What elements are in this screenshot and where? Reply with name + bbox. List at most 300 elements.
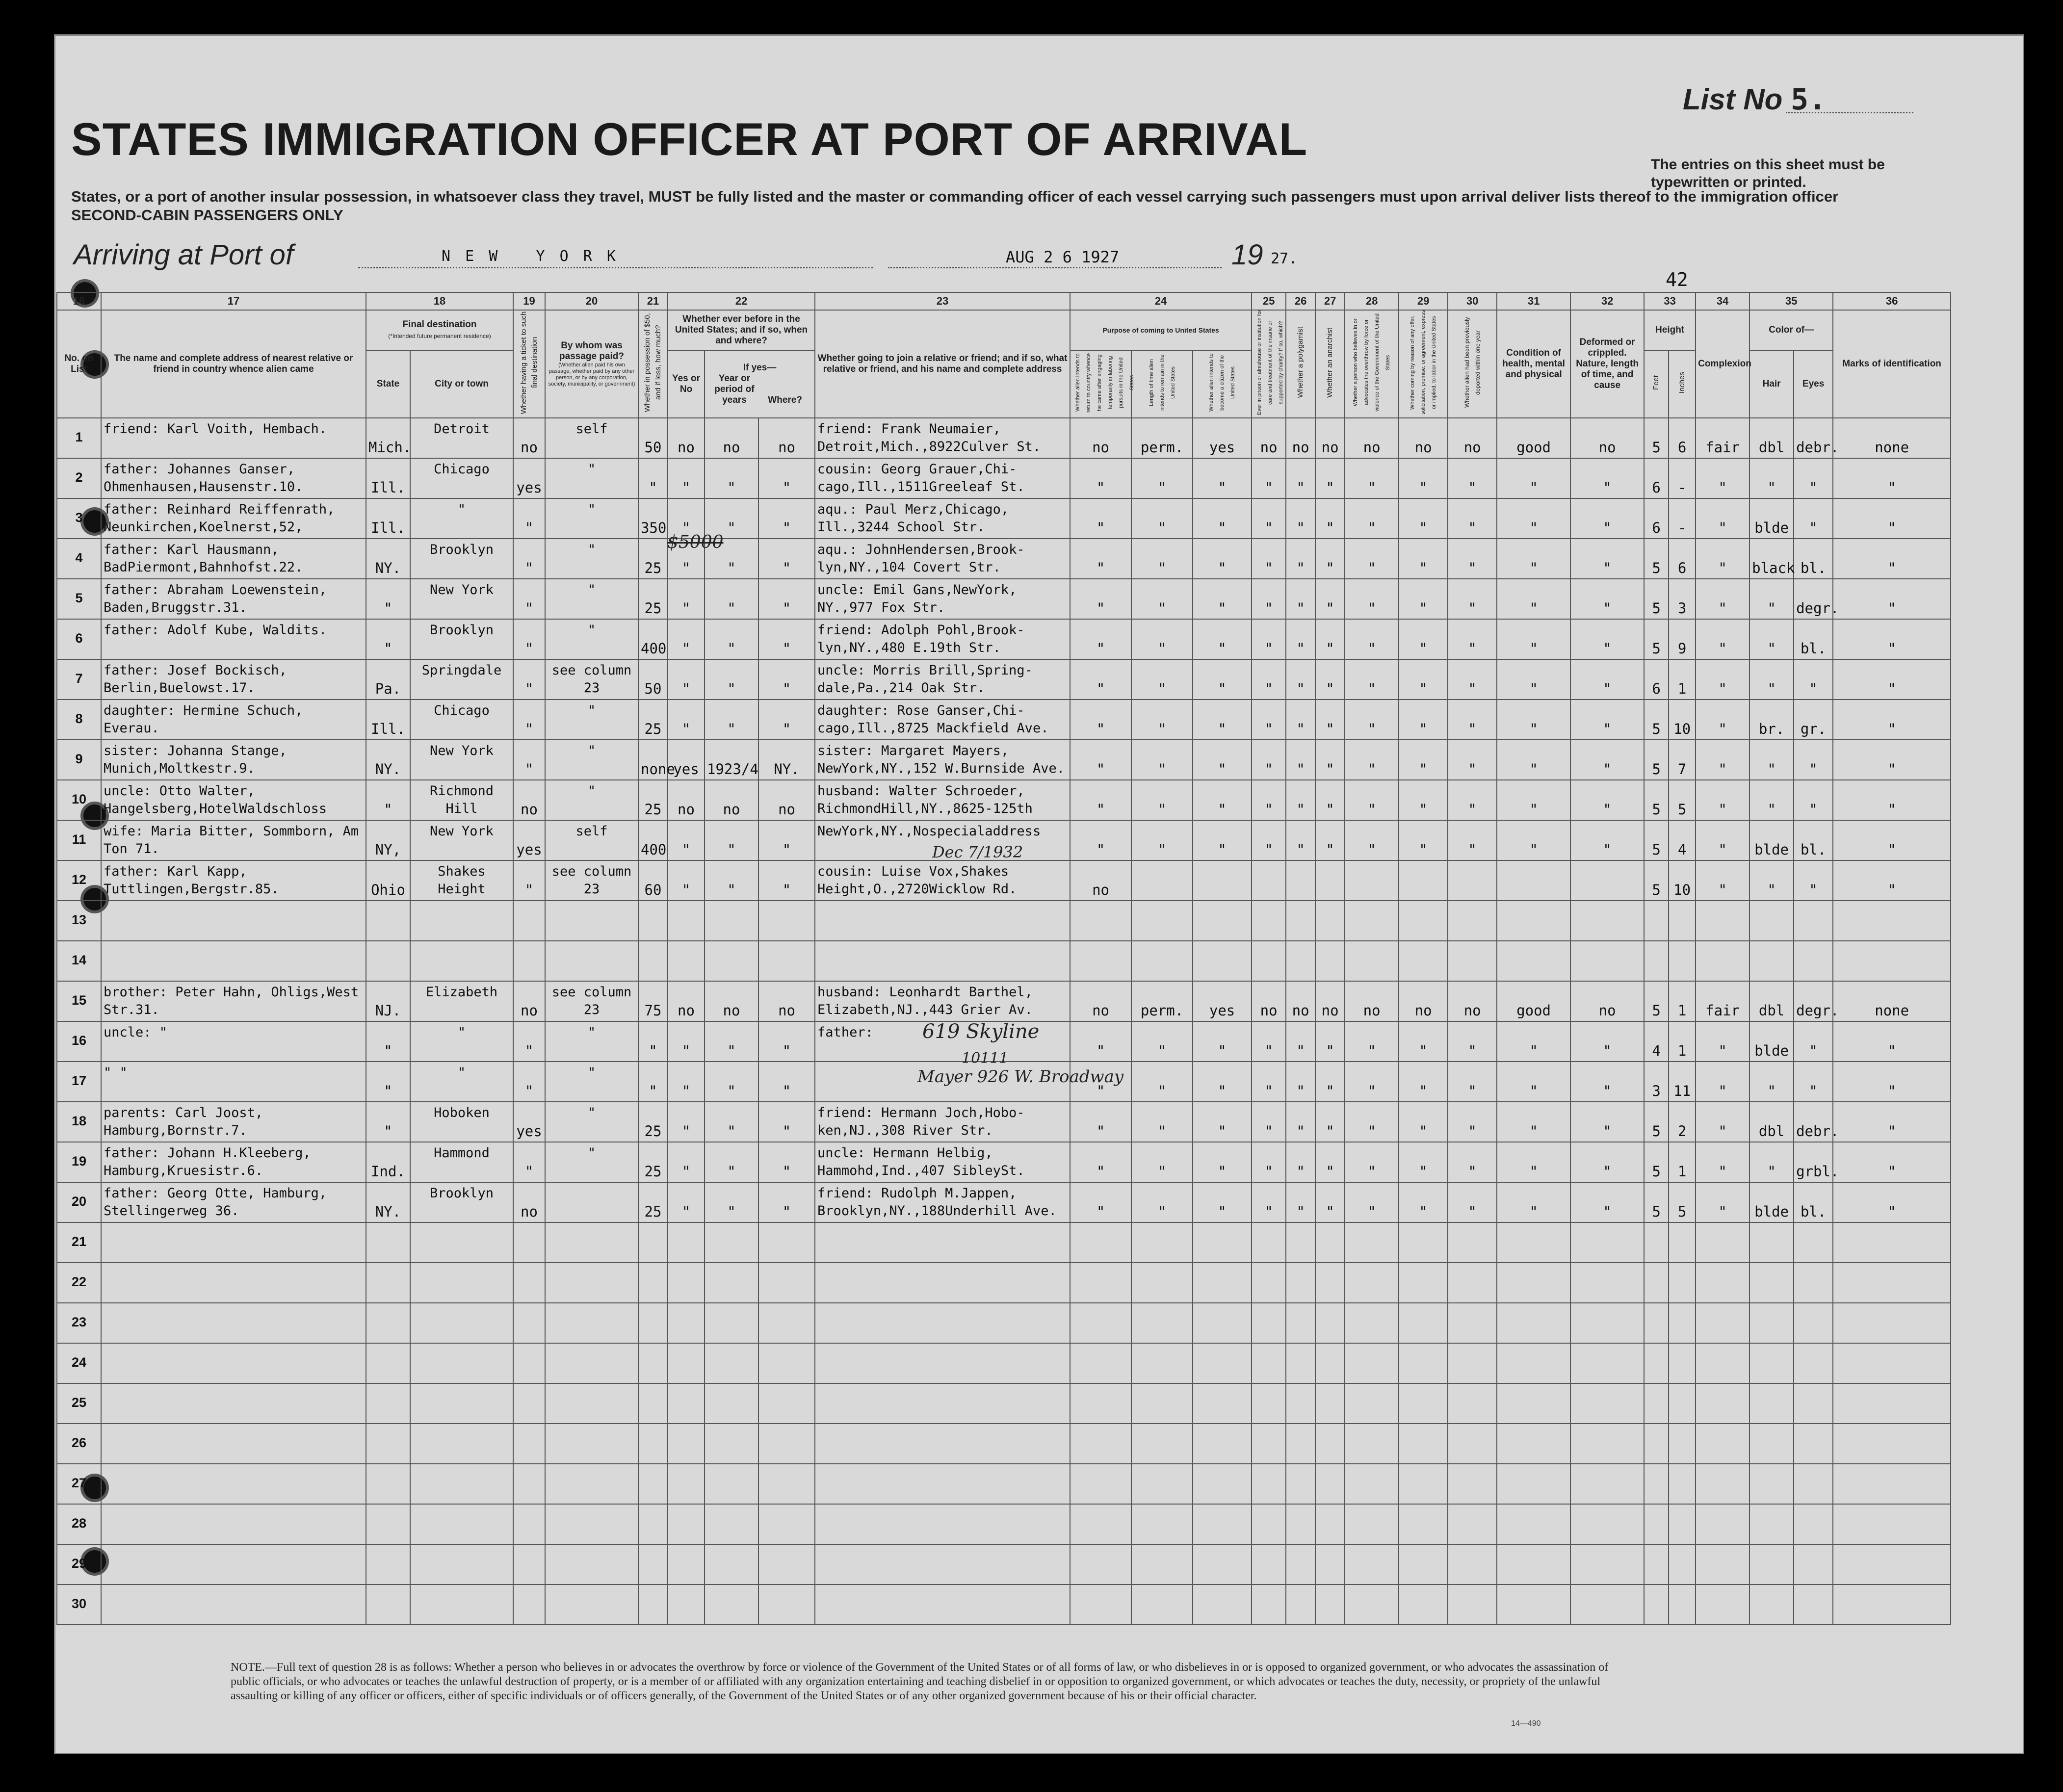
city-cell — [410, 1464, 513, 1504]
deported-cell — [1448, 860, 1497, 901]
passage-cell — [545, 1544, 638, 1584]
purpose-length-cell: " — [1131, 700, 1193, 740]
joining-cell — [815, 1263, 1070, 1303]
deformed-cell: no — [1570, 418, 1644, 458]
polygamist-cell — [1286, 901, 1315, 941]
city-cell: Chicago — [410, 458, 513, 498]
prison-cell: " — [1252, 498, 1286, 539]
money-cell: " — [638, 1021, 668, 1062]
marks-cell: " — [1833, 860, 1951, 901]
before-cell — [668, 1504, 705, 1544]
ticket-cell: " — [513, 539, 545, 579]
overthrow-cell: " — [1345, 659, 1399, 700]
health-cell — [1497, 1424, 1570, 1464]
before-cell: " — [668, 1142, 705, 1182]
deformed-cell: " — [1570, 780, 1644, 820]
state-cell — [366, 1222, 410, 1263]
where-cell — [758, 1464, 815, 1504]
list-number-value: 5. — [1791, 82, 1827, 117]
relative-cell — [101, 1383, 366, 1424]
table-row — [57, 941, 1951, 981]
money-cell: 60 — [638, 860, 668, 901]
complexion-cell — [1696, 1222, 1750, 1263]
offer-cell: " — [1399, 659, 1448, 700]
marks-cell — [1833, 1544, 1951, 1584]
health-cell: " — [1497, 619, 1570, 659]
row-number: 18 — [57, 1102, 101, 1142]
deported-label: Whether alien had been previously deported within one year — [1463, 317, 1482, 408]
feet-cell: 6 — [1644, 498, 1669, 539]
anarchist-cell: " — [1315, 539, 1345, 579]
purpose-return-cell: " — [1070, 780, 1131, 820]
relative-cell: wife: Maria Bitter, Sommborn, Am Ton 71. — [101, 820, 366, 860]
ticket-cell: " — [513, 1062, 545, 1102]
prison-cell: " — [1252, 1182, 1286, 1222]
polygamist-cell — [1286, 1263, 1315, 1303]
deformed-cell — [1570, 1584, 1644, 1625]
joining-cell: husband: Leonhardt Barthel, Elizabeth,NJ.,443 Grier Av. — [815, 981, 1070, 1021]
health-cell — [1497, 1544, 1570, 1584]
ticket-cell: " — [513, 700, 545, 740]
port-value: N E W Y O R K — [442, 248, 619, 265]
row-number: 23 — [57, 1303, 101, 1343]
header-offer — [1399, 310, 1448, 418]
health-cell: " — [1497, 740, 1570, 780]
marks-cell: " — [1833, 1102, 1951, 1142]
marks-cell: " — [1833, 820, 1951, 860]
relative-cell: friend: Karl Voith, Hembach. — [101, 418, 366, 458]
table-row — [57, 860, 1951, 901]
row-number: 22 — [57, 1263, 101, 1303]
deported-cell: " — [1448, 700, 1497, 740]
passage-cell: see column 23 — [545, 659, 638, 700]
year-suffix: 27. — [1271, 250, 1298, 267]
ticket-cell: " — [513, 1021, 545, 1062]
joining-cell: uncle: Hermann Helbig, Hammohd,Ind.,407 SibleySt. — [815, 1142, 1070, 1182]
joining-cell: daughter: Rose Ganser,Chi- cago,Ill.,8725 Mackfield Ave. — [815, 700, 1070, 740]
inches-cell — [1669, 941, 1696, 981]
joining-cell: aqu.: JohnHendersen,Brook- lyn,NY.,104 Covert Str. — [815, 539, 1070, 579]
city-cell: Brooklyn — [410, 1182, 513, 1222]
where-cell — [758, 1263, 815, 1303]
col-num: 18 — [366, 292, 513, 310]
marks-cell: " — [1833, 619, 1951, 659]
passage-cell: " — [545, 539, 638, 579]
overthrow-cell: " — [1345, 458, 1399, 498]
purpose-citizen-cell — [1193, 1383, 1252, 1424]
hair-cell: " — [1750, 579, 1794, 619]
relative-cell — [101, 1222, 366, 1263]
passage-cell — [545, 1303, 638, 1343]
feet-cell: 5 — [1644, 860, 1669, 901]
polygamist-cell — [1286, 1303, 1315, 1343]
joining-cell — [815, 941, 1070, 981]
polygamist-cell: " — [1286, 740, 1315, 780]
relative-cell — [101, 1504, 366, 1544]
state-cell: Mich. — [366, 418, 410, 458]
row-number: 13 — [57, 901, 101, 941]
city-cell: " — [410, 498, 513, 539]
inches-cell — [1669, 1343, 1696, 1383]
feet-cell: 5 — [1644, 418, 1669, 458]
ticket-cell: " — [513, 498, 545, 539]
overthrow-cell: " — [1345, 700, 1399, 740]
anarchist-cell — [1315, 1263, 1345, 1303]
money-cell: 25 — [638, 579, 668, 619]
purpose-length-cell: " — [1131, 539, 1193, 579]
purpose-length-cell — [1131, 1303, 1193, 1343]
purpose-length-cell — [1131, 1263, 1193, 1303]
row-number: 4 — [57, 539, 101, 579]
hair-cell — [1750, 1584, 1794, 1625]
passage-cell — [545, 1584, 638, 1625]
feet-cell — [1644, 1263, 1669, 1303]
complexion-cell — [1696, 1303, 1750, 1343]
hair-cell — [1750, 941, 1794, 981]
sheet-number: 42 — [1666, 269, 1688, 290]
marks-cell: " — [1833, 579, 1951, 619]
ticket-cell — [513, 901, 545, 941]
eyes-cell — [1794, 1584, 1833, 1625]
hair-cell — [1750, 1464, 1794, 1504]
passage-cell: " — [545, 1021, 638, 1062]
col-num: 16 — [57, 292, 101, 310]
purpose-citizen-cell: " — [1193, 780, 1252, 820]
deported-cell: no — [1448, 981, 1497, 1021]
prison-cell: " — [1252, 820, 1286, 860]
row-number: 26 — [57, 1424, 101, 1464]
inches-cell: 9 — [1669, 619, 1696, 659]
table-row — [57, 579, 1951, 619]
purpose-return-cell: " — [1070, 1102, 1131, 1142]
health-cell: " — [1497, 1182, 1570, 1222]
passage-cell — [545, 1424, 638, 1464]
feet-cell — [1644, 1544, 1669, 1584]
ticket-cell: no — [513, 418, 545, 458]
purpose-citizen-cell: " — [1193, 1021, 1252, 1062]
marks-cell — [1833, 1222, 1951, 1263]
money-cell: " — [638, 1062, 668, 1102]
table-row — [57, 418, 1951, 458]
final-destination-label: Final destination — [402, 319, 477, 330]
deported-cell: " — [1448, 820, 1497, 860]
joining-cell — [815, 1584, 1070, 1625]
passage-cell — [545, 1343, 638, 1383]
hair-cell — [1750, 1544, 1794, 1584]
complexion-cell: " — [1696, 1142, 1750, 1182]
table-row — [57, 740, 1951, 780]
offer-cell: " — [1399, 1062, 1448, 1102]
where-cell: " — [758, 1102, 815, 1142]
ticket-cell — [513, 1222, 545, 1263]
purpose-citizen-cell — [1193, 1504, 1252, 1544]
header-inches — [1669, 350, 1696, 418]
state-cell: Ill. — [366, 458, 410, 498]
row-number: 14 — [57, 941, 101, 981]
purpose-length-cell: " — [1131, 780, 1193, 820]
polygamist-cell — [1286, 860, 1315, 901]
where-cell — [758, 901, 815, 941]
state-cell — [366, 1343, 410, 1383]
money-cell: 25 — [638, 1182, 668, 1222]
anarchist-cell — [1315, 901, 1345, 941]
prison-cell: " — [1252, 780, 1286, 820]
before-cell: " — [668, 579, 705, 619]
where-cell: " — [758, 579, 815, 619]
hair-cell: " — [1750, 740, 1794, 780]
state-cell: Pa. — [366, 659, 410, 700]
complexion-cell — [1696, 1263, 1750, 1303]
purpose-citizen-cell — [1193, 1303, 1252, 1343]
table-row — [57, 1544, 1951, 1584]
relative-cell: uncle: " — [101, 1021, 366, 1062]
eyes-cell: debr. — [1794, 418, 1833, 458]
where-cell: " — [758, 1062, 815, 1102]
col-num: 30 — [1448, 292, 1497, 310]
offer-label: Whether coming by reason of any offer, solicitation, promise, or agreement, express or implied, to labor in the United States — [1410, 310, 1437, 415]
ticket-cell — [513, 941, 545, 981]
eyes-cell: debr. — [1794, 1102, 1833, 1142]
state-cell: Ind. — [366, 1142, 410, 1182]
anarchist-cell: " — [1315, 579, 1345, 619]
complexion-cell: " — [1696, 579, 1750, 619]
eyes-cell — [1794, 1504, 1833, 1544]
ticket-cell: no — [513, 981, 545, 1021]
ticket-cell — [513, 1464, 545, 1504]
offer-cell: " — [1399, 1102, 1448, 1142]
subtitle — [71, 187, 1839, 225]
offer-cell — [1399, 1343, 1448, 1383]
money-cell — [638, 901, 668, 941]
col-num: 20 — [545, 292, 638, 310]
deported-cell: " — [1448, 498, 1497, 539]
prison-cell: no — [1252, 418, 1286, 458]
passage-note: (Whether alien paid his own passage, whether paid by any other person, or by any corporation, society, municipality, or government) — [548, 362, 635, 387]
city-cell: Springdale — [410, 659, 513, 700]
deported-cell — [1448, 1544, 1497, 1584]
purpose-length-cell: " — [1131, 1102, 1193, 1142]
eyes-cell: degr. — [1794, 579, 1833, 619]
hair-cell: black — [1750, 539, 1794, 579]
marks-cell — [1833, 1504, 1951, 1544]
inches-cell: 4 — [1669, 820, 1696, 860]
row-number: 24 — [57, 1343, 101, 1383]
deformed-cell: " — [1570, 458, 1644, 498]
hair-cell: " — [1750, 619, 1794, 659]
city-cell: New York — [410, 740, 513, 780]
marks-cell — [1833, 1424, 1951, 1464]
inches-cell — [1669, 1464, 1696, 1504]
marks-cell: " — [1833, 1142, 1951, 1182]
health-cell: " — [1497, 659, 1570, 700]
period-cell: " — [705, 1142, 758, 1182]
complexion-cell: " — [1696, 1062, 1750, 1102]
inches-cell: 1 — [1669, 1142, 1696, 1182]
table-row — [57, 1464, 1951, 1504]
prison-cell — [1252, 1263, 1286, 1303]
deported-cell — [1448, 1343, 1497, 1383]
purpose-return-cell: " — [1070, 539, 1131, 579]
deported-cell — [1448, 941, 1497, 981]
relative-cell: uncle: Otto Walter, Hangelsberg,HotelWaldschloss — [101, 780, 366, 820]
health-cell — [1497, 941, 1570, 981]
prison-cell: " — [1252, 740, 1286, 780]
deported-cell: " — [1448, 1102, 1497, 1142]
row-number: 10 — [57, 780, 101, 820]
table-row — [57, 1504, 1951, 1544]
col-num: 23 — [815, 292, 1070, 310]
marks-cell: " — [1833, 780, 1951, 820]
ticket-cell: no — [513, 780, 545, 820]
period-cell — [705, 1504, 758, 1544]
money-cell: 50 — [638, 659, 668, 700]
overthrow-cell — [1345, 1584, 1399, 1625]
eyes-cell — [1794, 1544, 1833, 1584]
prison-cell: " — [1252, 1142, 1286, 1182]
money-cell: 25 — [638, 1142, 668, 1182]
health-cell — [1497, 1464, 1570, 1504]
handwritten-amount: $5000 — [667, 532, 724, 552]
where-cell: " — [758, 860, 815, 901]
deformed-cell — [1570, 1544, 1644, 1584]
purpose-length-cell: " — [1131, 579, 1193, 619]
complexion-cell: " — [1696, 619, 1750, 659]
purpose-length-cell: " — [1131, 1062, 1193, 1102]
anarchist-cell — [1315, 1464, 1345, 1504]
col-num: 36 — [1833, 292, 1951, 310]
before-cell: " — [668, 1062, 705, 1102]
where-cell — [758, 1303, 815, 1343]
hair-cell: br. — [1750, 700, 1794, 740]
form-code: 14—490 — [1511, 1719, 1541, 1728]
relative-cell — [101, 901, 366, 941]
offer-cell: " — [1399, 1021, 1448, 1062]
feet-cell — [1644, 1504, 1669, 1544]
marks-cell — [1833, 1263, 1951, 1303]
period-cell: " — [705, 1021, 758, 1062]
subtitle-line: States, or a port of another insular possession, in whatsoever class they travel, MUST be fully listed and the master or commanding officer of each vessel carrying such passengers must upon arrival deliver lists thereof to the immigration officer — [71, 188, 1839, 205]
table-row — [57, 981, 1951, 1021]
deformed-cell: " — [1570, 1062, 1644, 1102]
prison-cell: " — [1252, 458, 1286, 498]
header-purpose-a — [1070, 350, 1135, 418]
ticket-cell: " — [513, 619, 545, 659]
where-cell — [758, 1343, 815, 1383]
overthrow-cell — [1345, 1263, 1399, 1303]
typewritten-instruction: The entries on this sheet must be typewritten or printed. — [1651, 156, 1885, 190]
purpose-return-cell — [1070, 1263, 1131, 1303]
eyes-cell: grbl. — [1794, 1142, 1833, 1182]
state-cell — [366, 901, 410, 941]
anarchist-cell: " — [1315, 619, 1345, 659]
purpose-return-cell: " — [1070, 579, 1131, 619]
header-hair: Hair — [1750, 350, 1794, 418]
prison-cell — [1252, 1383, 1286, 1424]
anarchist-cell — [1315, 1424, 1345, 1464]
feet-cell — [1644, 1303, 1669, 1343]
col-num: 25 — [1252, 292, 1286, 310]
polygamist-cell: no — [1286, 981, 1315, 1021]
feet-cell: 3 — [1644, 1062, 1669, 1102]
inches-cell — [1669, 1303, 1696, 1343]
final-destination-note: (*Intended future permanent residence) — [388, 332, 491, 339]
period-cell — [705, 1222, 758, 1263]
row-number: 21 — [57, 1222, 101, 1263]
header-color-of: Color of— — [1750, 310, 1833, 350]
passage-cell — [545, 941, 638, 981]
feet-label: Feet — [1652, 375, 1661, 390]
deported-cell: " — [1448, 659, 1497, 700]
eyes-cell: " — [1794, 780, 1833, 820]
eyes-cell: degr. — [1794, 981, 1833, 1021]
relative-cell: brother: Peter Hahn, Ohligs,West Str.31. — [101, 981, 366, 1021]
page-title: STATES IMMIGRATION OFFICER AT PORT OF ARRIVAL — [71, 113, 1308, 165]
prison-cell — [1252, 901, 1286, 941]
purpose-length-cell: " — [1131, 740, 1193, 780]
table-row — [57, 498, 1951, 539]
passage-cell: " — [545, 1062, 638, 1102]
eyes-cell: bl. — [1794, 619, 1833, 659]
city-cell: New York — [410, 579, 513, 619]
relative-cell: father: Johann H.Kleeberg, Hamburg,Kruesistr.6. — [101, 1142, 366, 1182]
purpose-return-cell: " — [1070, 619, 1131, 659]
row-number: 6 — [57, 619, 101, 659]
header-before-in-us: Whether ever before in the United States; and if so, when and where? — [668, 310, 815, 350]
feet-cell: 5 — [1644, 539, 1669, 579]
relative-cell — [101, 1424, 366, 1464]
polygamist-cell: " — [1286, 458, 1315, 498]
deformed-cell: " — [1570, 539, 1644, 579]
overthrow-cell: " — [1345, 619, 1399, 659]
table-row — [57, 780, 1951, 820]
city-cell — [410, 1303, 513, 1343]
before-cell: " — [668, 498, 705, 539]
state-cell: NY. — [366, 740, 410, 780]
hair-cell: " — [1750, 780, 1794, 820]
period-cell: " — [705, 860, 758, 901]
passage-cell: " — [545, 1142, 638, 1182]
ticket-cell: " — [513, 659, 545, 700]
deported-cell — [1448, 1222, 1497, 1263]
eyes-cell: " — [1794, 498, 1833, 539]
money-cell: 25 — [638, 1102, 668, 1142]
prison-cell — [1252, 1303, 1286, 1343]
hair-cell — [1750, 1504, 1794, 1544]
polygamist-cell: " — [1286, 700, 1315, 740]
health-cell: good — [1497, 418, 1570, 458]
money-cell: 400 — [638, 820, 668, 860]
offer-cell — [1399, 901, 1448, 941]
purpose-citizen-cell — [1193, 1464, 1252, 1504]
complexion-cell — [1696, 1584, 1750, 1625]
eyes-cell: " — [1794, 860, 1833, 901]
row-number: 17 — [57, 1062, 101, 1102]
city-cell: Brooklyn — [410, 619, 513, 659]
relative-cell: father: Karl Hausmann, BadPiermont,Bahnhofst.22. — [101, 539, 366, 579]
passage-cell: self — [545, 418, 638, 458]
overthrow-cell — [1345, 1303, 1399, 1343]
col-num: 27 — [1315, 292, 1345, 310]
complexion-cell: " — [1696, 1102, 1750, 1142]
handwritten-number: 10111 — [962, 1050, 1009, 1067]
complexion-cell: " — [1696, 1021, 1750, 1062]
anarchist-label: Whether an anarchist — [1326, 327, 1334, 398]
anarchist-cell: " — [1315, 1182, 1345, 1222]
where-cell: " — [758, 498, 815, 539]
state-cell: " — [366, 1062, 410, 1102]
feet-cell — [1644, 1464, 1669, 1504]
eyes-cell: " — [1794, 740, 1833, 780]
